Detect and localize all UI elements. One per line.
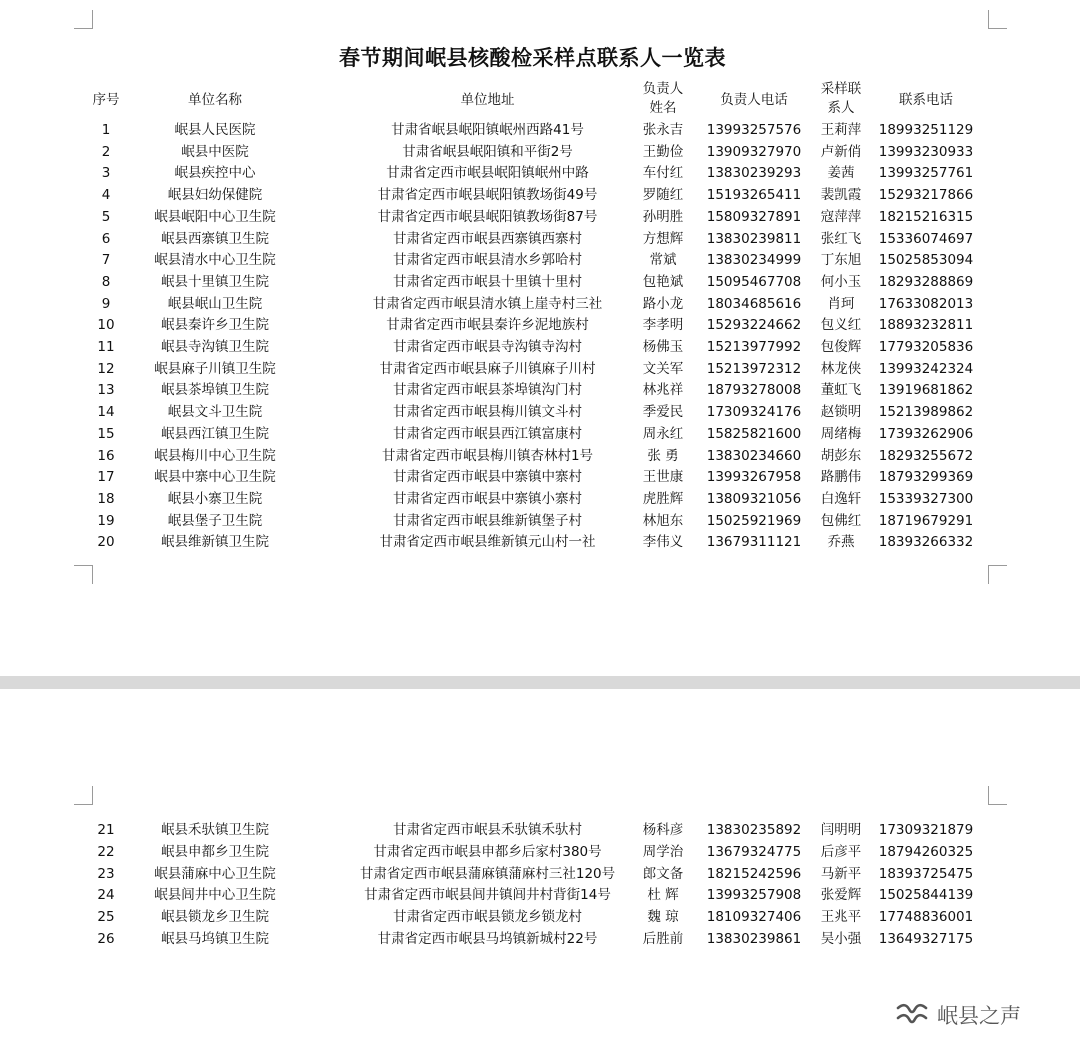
cell-seq: 1 [101, 122, 111, 138]
table-row [0, 511, 1080, 533]
cell-sampling-contact: 王兆平 [820, 909, 862, 926]
cell-seq: 10 [97, 317, 115, 334]
cell-person-name: 车付红 [642, 165, 684, 182]
cell-contact-phone: 15025853094 [878, 252, 974, 269]
cell-contact-phone: 13649327175 [878, 931, 974, 947]
cell-contact-phone: 17309321879 [878, 822, 974, 838]
cell-unit-name: 岷县马坞镇卫生院 [161, 931, 269, 947]
cell-unit-name: 岷县堡子卫生院 [167, 512, 263, 529]
cell-contact-phone: 15025844139 [878, 887, 974, 904]
header-unit-address: 单位地址 [460, 92, 515, 108]
table-row [0, 315, 1080, 337]
cell-seq: 14 [97, 404, 115, 421]
cell-sampling-contact: 肖珂 [827, 295, 855, 312]
cell-person-phone: 13830234660 [706, 447, 802, 464]
crop-mark [74, 565, 93, 584]
cell-unit-address: 甘肃省定西市岷县马坞镇新城村22号 [377, 931, 598, 947]
cell-sampling-contact: 后彦平 [820, 843, 862, 860]
table-row [0, 929, 1080, 951]
cell-unit-name: 岷县蒲麻中心卫生院 [154, 865, 276, 882]
header-sampling-line1: 采样联 [820, 81, 862, 97]
cell-contact-phone: 18215216315 [878, 208, 974, 225]
table-row [0, 402, 1080, 424]
cell-sampling-contact: 寇萍萍 [820, 208, 862, 225]
cell-sampling-contact: 马新平 [820, 865, 862, 882]
cell-person-phone: 15825821600 [706, 425, 802, 442]
cell-unit-address: 甘肃省定西市岷县锁龙乡锁龙村 [393, 909, 582, 926]
cell-unit-name: 岷县麻子川镇卫生院 [154, 360, 276, 377]
cell-unit-address: 甘肃省岷县岷阳镇岷州西路41号 [391, 122, 584, 138]
cell-person-name: 王勤俭 [642, 143, 684, 160]
cell-person-name: 文关军 [642, 360, 684, 377]
cell-unit-address: 甘肃省定西市岷县岷阳镇教场街49号 [377, 187, 598, 204]
cell-unit-name: 岷县十里镇卫生院 [161, 273, 269, 290]
cell-person-phone: 15193265411 [706, 187, 802, 204]
table-row [0, 142, 1080, 164]
table-row [0, 864, 1080, 886]
cell-unit-name: 岷县小寨卫生院 [167, 490, 263, 507]
cell-unit-address: 甘肃省定西市岷县闾井镇闾井村背街14号 [364, 887, 611, 904]
cell-unit-address: 甘肃省定西市岷县麻子川镇麻子川村 [379, 360, 596, 377]
cell-sampling-contact: 赵锁明 [820, 404, 862, 421]
table-row [0, 229, 1080, 251]
cell-sampling-contact: 林龙侠 [820, 360, 862, 377]
table-row [0, 820, 1080, 842]
cell-unit-name: 岷县西江镇卫生院 [161, 425, 269, 442]
cell-person-name: 罗随红 [642, 187, 684, 204]
cell-seq: 11 [97, 339, 115, 355]
cell-person-phone: 15293224662 [706, 317, 802, 334]
cell-contact-phone: 15336074697 [878, 230, 974, 247]
cell-person-name: 周永红 [642, 425, 684, 442]
cell-seq: 12 [97, 360, 115, 377]
cell-person-phone: 18215242596 [706, 865, 802, 882]
cell-sampling-contact: 张爱辉 [820, 887, 862, 904]
cell-unit-address: 甘肃省定西市岷县梅川镇杏林村1号 [381, 447, 594, 464]
cell-unit-address: 甘肃省定西市岷县寺沟镇寺沟村 [393, 339, 582, 355]
table-row [0, 294, 1080, 316]
cell-person-name: 方想辉 [642, 230, 684, 247]
cell-person-phone: 13679311121 [706, 534, 802, 551]
cell-contact-phone: 15213989862 [878, 404, 974, 421]
cell-person-phone: 18034685616 [706, 295, 802, 312]
cell-unit-address: 甘肃省定西市岷县十里镇十里村 [393, 273, 582, 290]
crop-mark [988, 565, 1007, 584]
watermark [895, 998, 1021, 1032]
crop-mark [988, 10, 1007, 29]
cell-person-name: 季爱民 [642, 404, 684, 421]
cell-seq: 7 [101, 252, 111, 269]
cell-seq: 13 [97, 382, 115, 399]
cell-unit-name: 岷县禾驮镇卫生院 [161, 822, 269, 838]
cell-contact-phone: 15293217866 [878, 187, 974, 204]
cell-unit-name: 岷县梅川中心卫生院 [154, 447, 276, 464]
cell-person-name: 杜 辉 [647, 887, 679, 904]
cell-contact-phone: 18293255672 [878, 447, 974, 464]
cell-person-phone: 15213977992 [706, 339, 802, 355]
cell-seq: 21 [97, 822, 115, 838]
cell-seq: 26 [97, 931, 115, 947]
table-row [0, 489, 1080, 511]
cell-unit-name: 岷县岷阳中心卫生院 [154, 208, 276, 225]
cell-unit-name: 岷县闾井中心卫生院 [154, 887, 276, 904]
cell-contact-phone: 17793205836 [878, 339, 974, 355]
cell-sampling-contact: 白逸轩 [820, 490, 862, 507]
cell-person-phone: 13830239811 [706, 230, 802, 247]
header-contact-phone: 联系电话 [899, 92, 953, 108]
cell-unit-name: 岷县中医院 [181, 143, 249, 160]
cell-unit-address: 甘肃省定西市岷县维新镇堡子村 [393, 512, 582, 529]
header-person-name [628, 80, 698, 118]
crop-mark [988, 786, 1007, 805]
cell-person-name: 李伟义 [642, 534, 684, 551]
cell-unit-name: 岷县妇幼保健院 [167, 187, 263, 204]
cell-person-phone: 13830234999 [706, 252, 802, 269]
cell-contact-phone: 18393725475 [878, 865, 974, 882]
cell-contact-phone: 17633082013 [878, 295, 974, 312]
table-row [0, 380, 1080, 402]
cell-unit-address: 甘肃省定西市岷县中寨镇小寨村 [393, 490, 582, 507]
cell-person-phone: 13830239293 [706, 165, 802, 182]
cell-sampling-contact: 何小玉 [820, 273, 862, 290]
cell-unit-name: 岷县文斗卫生院 [167, 404, 263, 421]
cell-person-name: 虎胜辉 [642, 490, 684, 507]
wechat-channel-icon [895, 1000, 929, 1030]
table-row [0, 885, 1080, 907]
cell-sampling-contact: 张红飞 [820, 230, 862, 247]
cell-seq: 22 [97, 843, 115, 860]
cell-seq: 20 [97, 534, 115, 551]
cell-seq: 17 [97, 469, 115, 486]
header-unit-name: 单位名称 [188, 92, 242, 108]
cell-unit-address: 甘肃省定西市岷县维新镇元山村一社 [379, 534, 596, 551]
cell-seq: 24 [97, 887, 115, 904]
cell-unit-name: 岷县茶埠镇卫生院 [161, 382, 269, 399]
cell-contact-phone: 18793299369 [878, 469, 974, 486]
cell-sampling-contact: 姜茜 [827, 165, 855, 182]
cell-contact-phone: 17748836001 [878, 909, 974, 926]
cell-unit-address: 甘肃省定西市岷县岷阳镇岷州中路 [386, 165, 589, 182]
cell-sampling-contact: 胡彭东 [820, 447, 862, 464]
cell-contact-phone: 15339327300 [878, 490, 974, 507]
cell-person-name: 张 勇 [647, 447, 679, 464]
cell-unit-name: 岷县疾控中心 [174, 165, 256, 182]
cell-contact-phone: 18719679291 [878, 512, 974, 529]
table-row [0, 446, 1080, 468]
cell-person-phone: 15213972312 [706, 360, 802, 377]
cell-contact-phone: 18393266332 [878, 534, 974, 551]
cell-seq: 9 [101, 295, 111, 312]
cell-unit-address: 甘肃省定西市岷县茶埠镇沟门村 [393, 382, 582, 399]
cell-sampling-contact: 裴凯霞 [820, 187, 862, 204]
cell-person-phone: 13679324775 [706, 843, 802, 860]
cell-person-phone: 13809321056 [706, 490, 802, 507]
cell-sampling-contact: 周绪梅 [820, 425, 862, 442]
cell-person-name: 王世康 [642, 469, 684, 486]
cell-person-phone: 13993267958 [706, 469, 802, 486]
cell-person-phone: 18793278008 [706, 382, 802, 399]
cell-unit-address: 甘肃省定西市岷县西寨镇西寨村 [393, 230, 582, 247]
cell-person-name: 郎文备 [642, 865, 684, 882]
cell-sampling-contact: 包义红 [820, 317, 862, 334]
cell-sampling-contact: 闫明明 [820, 822, 862, 838]
cell-person-phone: 13993257576 [706, 122, 802, 138]
cell-unit-address: 甘肃省定西市岷县西江镇富康村 [393, 425, 582, 442]
cell-unit-address: 甘肃省定西市岷县申都乡后家村380号 [373, 843, 602, 860]
cell-sampling-contact: 王莉萍 [820, 122, 862, 138]
table-row [0, 532, 1080, 554]
cell-person-phone: 13830239861 [706, 931, 802, 947]
watermark-text: 岷县之声 [937, 1004, 1021, 1028]
cell-person-name: 林兆祥 [642, 382, 684, 399]
cell-person-phone: 13909327970 [706, 143, 802, 160]
cell-unit-address: 甘肃省定西市岷县秦许乡泥地族村 [386, 317, 589, 334]
cell-sampling-contact: 丁东旭 [820, 252, 862, 269]
table-row [0, 359, 1080, 381]
cell-person-name: 李孝明 [642, 317, 684, 334]
cell-contact-phone: 13919681862 [878, 382, 974, 399]
cell-person-phone: 17309324176 [706, 404, 802, 421]
cell-unit-address: 甘肃省定西市岷县梅川镇文斗村 [393, 404, 582, 421]
cell-unit-name: 岷县岷山卫生院 [167, 295, 263, 312]
cell-unit-name: 岷县锁龙乡卫生院 [161, 909, 269, 926]
cell-contact-phone: 18794260325 [878, 843, 974, 860]
cell-contact-phone: 18993251129 [878, 122, 974, 138]
cell-unit-name: 岷县申都乡卫生院 [161, 843, 269, 860]
cell-seq: 19 [97, 512, 115, 529]
table-header [0, 80, 1080, 120]
table-row [0, 185, 1080, 207]
cell-unit-name: 岷县秦许乡卫生院 [161, 317, 269, 334]
cell-person-name: 张永吉 [642, 122, 684, 138]
cell-seq: 16 [97, 447, 115, 464]
cell-seq: 15 [97, 425, 115, 442]
cell-seq: 8 [101, 273, 111, 290]
table-row [0, 120, 1080, 142]
page-title: 春节期间岷县核酸检采样点联系人一览表 [339, 46, 726, 70]
cell-unit-address: 甘肃省定西市岷县清水镇上崖寺村三社 [372, 295, 603, 312]
cell-contact-phone: 17393262906 [878, 425, 974, 442]
cell-seq: 18 [97, 490, 115, 507]
cell-person-phone: 15095467708 [706, 273, 802, 290]
header-sampling-line2: 系人 [827, 100, 855, 116]
cell-person-name: 林旭东 [642, 512, 684, 529]
cell-unit-address: 甘肃省岷县岷阳镇和平街2号 [402, 143, 573, 160]
cell-person-phone: 18109327406 [706, 909, 802, 926]
header-person-line1: 负责人 [642, 81, 684, 97]
table-row [0, 424, 1080, 446]
cell-contact-phone: 13993257761 [878, 165, 974, 182]
cell-person-phone: 15809327891 [706, 208, 802, 225]
cell-unit-address: 甘肃省定西市岷县清水乡郭哈村 [393, 252, 582, 269]
table-row [0, 163, 1080, 185]
crop-mark [74, 786, 93, 805]
cell-unit-name: 岷县人民医院 [174, 122, 256, 138]
header-seq: 序号 [92, 92, 120, 108]
cell-person-name: 路小龙 [642, 295, 684, 312]
cell-unit-address: 甘肃省定西市岷县岷阳镇教场街87号 [377, 208, 598, 225]
table-row [0, 907, 1080, 929]
crop-mark [74, 10, 93, 29]
cell-person-phone: 13993257908 [706, 887, 802, 904]
cell-contact-phone: 13993230933 [878, 143, 974, 160]
cell-sampling-contact: 卢新俏 [820, 143, 862, 160]
cell-sampling-contact: 路鹏伟 [820, 469, 862, 486]
cell-person-name: 后胜前 [642, 931, 684, 947]
cell-unit-address: 甘肃省定西市岷县中寨镇中寨村 [393, 469, 582, 486]
cell-sampling-contact: 吴小强 [820, 931, 862, 947]
cell-seq: 5 [101, 208, 111, 225]
table-row [0, 467, 1080, 489]
cell-contact-phone: 18293288869 [878, 273, 974, 290]
cell-unit-address: 甘肃省定西市岷县禾驮镇禾驮村 [393, 822, 582, 838]
header-sampling-contact [806, 80, 876, 118]
cell-seq: 4 [101, 187, 111, 204]
cell-person-name: 周学治 [642, 843, 684, 860]
cell-unit-name: 岷县寺沟镇卫生院 [161, 339, 269, 355]
cell-seq: 23 [97, 865, 115, 882]
cell-sampling-contact: 包佛红 [820, 512, 862, 529]
cell-seq: 3 [101, 165, 111, 182]
table-row [0, 272, 1080, 294]
cell-person-name: 常斌 [649, 252, 677, 269]
cell-unit-name: 岷县维新镇卫生院 [161, 534, 269, 551]
cell-unit-name: 岷县西寨镇卫生院 [161, 230, 269, 247]
cell-person-name: 杨科彦 [642, 822, 684, 838]
cell-contact-phone: 18893232811 [878, 317, 974, 334]
cell-seq: 6 [101, 230, 111, 247]
cell-person-phone: 13830235892 [706, 822, 802, 838]
cell-sampling-contact: 乔燕 [827, 534, 855, 551]
header-person-line2: 姓名 [649, 100, 677, 116]
table-row [0, 337, 1080, 359]
table-row [0, 842, 1080, 864]
table-row [0, 250, 1080, 272]
cell-sampling-contact: 董虹飞 [820, 382, 862, 399]
cell-seq: 2 [101, 143, 111, 160]
table-row [0, 207, 1080, 229]
cell-sampling-contact: 包俊辉 [820, 339, 862, 355]
cell-person-name: 魏 琼 [647, 909, 679, 926]
cell-unit-address: 甘肃省定西市岷县蒲麻镇蒲麻村三社120号 [359, 865, 616, 882]
cell-contact-phone: 13993242324 [878, 360, 974, 377]
cell-person-phone: 15025921969 [706, 512, 802, 529]
cell-unit-name: 岷县清水中心卫生院 [154, 252, 276, 269]
cell-seq: 25 [97, 909, 115, 926]
cell-person-name: 包艳斌 [642, 273, 684, 290]
cell-person-name: 杨佛玉 [642, 339, 684, 355]
cell-unit-name: 岷县中寨中心卫生院 [154, 469, 276, 486]
page-gap [0, 676, 1080, 689]
cell-person-name: 孙明胜 [642, 208, 684, 225]
header-person-phone: 负责人电话 [720, 92, 788, 108]
